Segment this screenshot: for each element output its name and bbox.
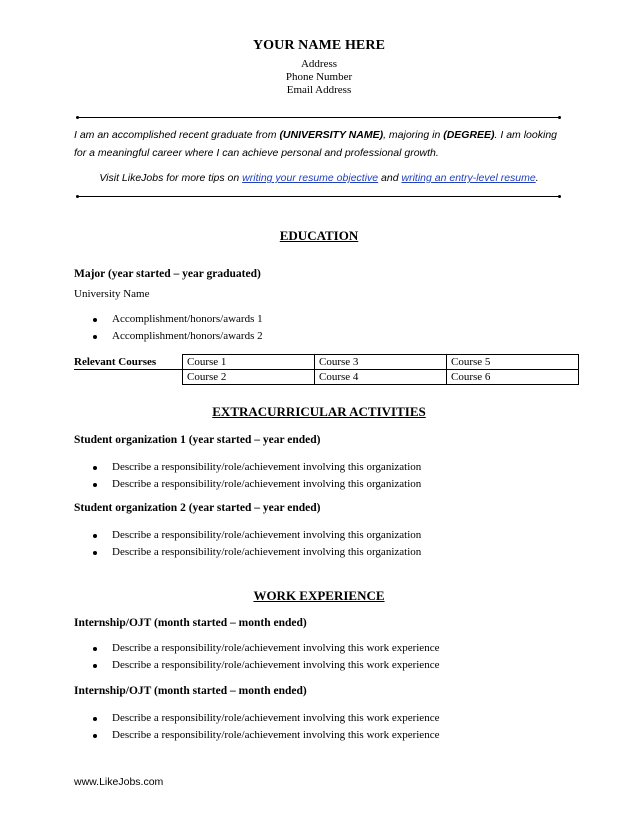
resume-objective-link[interactable]: writing your resume objective — [242, 172, 379, 184]
org-title: Student organization 2 (year started – year ended) — [74, 502, 321, 514]
list-item: Accomplishment/honors/awards 2 — [92, 328, 263, 345]
objective-paragraph — [74, 126, 570, 162]
objective-university: (UNIVERSITY NAME) — [279, 129, 384, 141]
resume-header — [0, 38, 638, 97]
list-item: Describe a responsibility/role/achievement involving this organization — [92, 544, 421, 561]
list-item: Describe a responsibility/role/achievement involving this work experience — [92, 727, 439, 744]
job-1-list — [92, 640, 439, 674]
entry-level-resume-link[interactable]: writing an entry-level resume — [401, 172, 536, 184]
extracurricular-heading: EXTRACURRICULAR ACTIVITIES — [212, 404, 426, 419]
education-heading: EDUCATION — [279, 228, 359, 243]
courses-label: Relevant Courses — [74, 355, 183, 370]
address-line: Address — [300, 58, 338, 70]
objective-text-2: , majoring in — [383, 129, 444, 141]
relevant-courses-table — [74, 354, 579, 385]
job-2-list — [92, 710, 439, 744]
tip-middle: and — [378, 172, 402, 184]
table-row — [74, 370, 579, 385]
empty-cell — [74, 370, 183, 385]
list-item: Describe a responsibility/role/achievement involving this organization — [92, 527, 421, 544]
top-divider — [78, 117, 559, 118]
course-cell: Course 5 — [447, 355, 579, 370]
awards-list — [92, 311, 263, 345]
bottom-divider — [78, 196, 559, 197]
list-item: Describe a responsibility/role/achievement involving this organization — [92, 459, 421, 476]
tip-suffix: . — [535, 172, 539, 184]
university-name: University Name — [74, 288, 150, 300]
candidate-name: YOUR NAME HERE — [252, 38, 386, 53]
list-item: Describe a responsibility/role/achievement involving this organization — [92, 476, 421, 493]
footer-url: www.LikeJobs.com — [74, 776, 164, 788]
course-cell: Course 3 — [315, 355, 447, 370]
major-title: Major (year started – year graduated) — [74, 268, 261, 280]
table-row — [74, 355, 579, 370]
objective-degree: (DEGREE) — [443, 129, 495, 141]
course-cell: Course 6 — [447, 370, 579, 385]
objective-text-3: . I am looking for a meaningful career where I can achieve personal and professional growth. — [74, 129, 557, 159]
org-1-list — [92, 459, 421, 493]
list-item: Describe a responsibility/role/achievement involving this work experience — [92, 657, 439, 674]
job-title: Internship/OJT (month started – month ended) — [74, 617, 307, 629]
job-title: Internship/OJT (month started – month ended) — [74, 685, 307, 697]
objective-text-1: I am an accomplished recent graduate from — [74, 129, 280, 141]
list-item: Describe a responsibility/role/achievement involving this work experience — [92, 640, 439, 657]
tip-prefix: Visit LikeJobs for more tips on — [99, 172, 243, 184]
tips-line — [0, 172, 638, 184]
list-item: Accomplishment/honors/awards 1 — [92, 311, 263, 328]
work-experience-heading: WORK EXPERIENCE — [253, 588, 385, 603]
email-line: Email Address — [286, 84, 352, 96]
org-title: Student organization 1 (year started – year ended) — [74, 434, 321, 446]
course-cell: Course 2 — [183, 370, 315, 385]
org-2-list — [92, 527, 421, 561]
phone-line: Phone Number — [285, 71, 353, 83]
course-cell: Course 1 — [183, 355, 315, 370]
list-item: Describe a responsibility/role/achievement involving this work experience — [92, 710, 439, 727]
course-cell: Course 4 — [315, 370, 447, 385]
